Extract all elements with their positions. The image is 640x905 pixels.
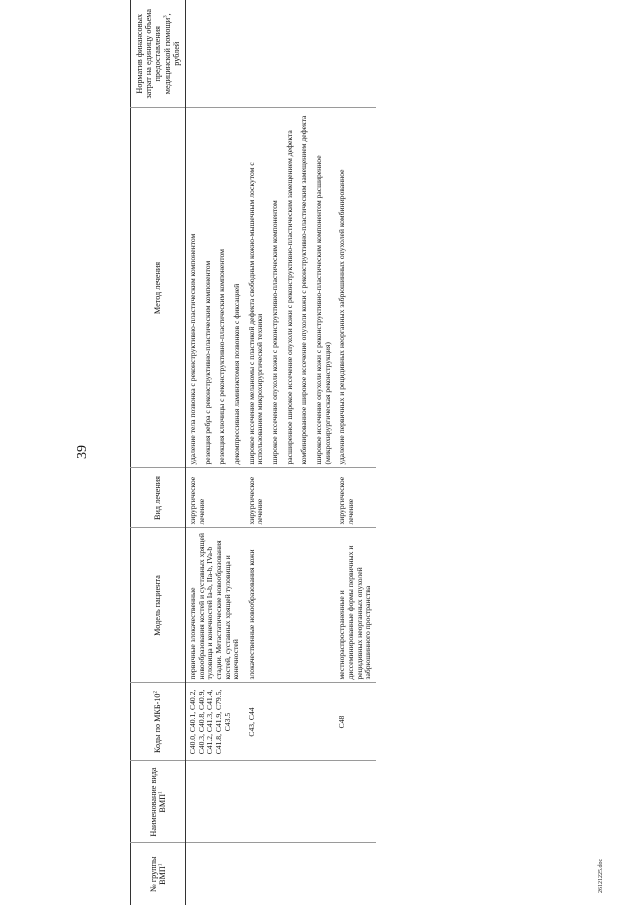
header-vmp-name: Наименование вида ВМП$^1$ [131, 761, 186, 843]
document-id: 26121225.doc [598, 858, 604, 893]
cell-treatment-type: хирургическое лечение [186, 468, 245, 528]
method-item: расширенное широкое иссечение опухоли кожи с реконструктивно-пластическим замещением дефекта [284, 130, 294, 465]
header-group-number: № группы ВМП$^1$ [131, 843, 186, 905]
table-row [335, 0, 376, 905]
table-row [245, 0, 336, 905]
cell-treatment-methods [186, 108, 245, 468]
cell-icd-codes: C40.0, C40.1, C40.2, C40.3, C40.8, C40.9, C41.2, C41.3, C41.4, C41.8, C41.9, C79.5, C43.5 [186, 683, 245, 761]
method-item: широкое иссечение опухоли кожи с реконструктивно-пластическим компонентом [269, 200, 279, 465]
method-item: удаление первичных и рецидивных неорганных забрюшинных опухолей комбинированное [337, 169, 347, 465]
cell-treatment-type: хирургическое лечение [335, 468, 376, 528]
cell-cost-norm [186, 0, 245, 108]
vmp-table [130, 0, 376, 905]
method-item: удаление тела позвонка с реконструктивно-пластическим компонентом [188, 233, 197, 465]
header-icd-codes: Коды по МКБ-$10^2$ [131, 683, 186, 761]
cell-vmp-name [335, 761, 376, 843]
method-item: резекция ключицы с реконструктивно-пластическим компонентом [217, 249, 227, 465]
header-treatment-method: Метод лечения [131, 108, 186, 468]
cell-icd-codes: C48 [335, 683, 376, 761]
table-row [186, 0, 245, 905]
method-item: широкое иссечение опухоли кожи с реконструктивно-пластическим компонентом расширенное (микрохирургическая реконструкция) [313, 155, 332, 465]
cell-patient-model: первичные злокачественные новообразования костей и суставных хрящей туловища и конечностей Ia-b, IIa-b, IVa-b стадии. Метастатические новообразования костей, суставных хрящей туловища и конечностей [186, 528, 245, 683]
method-item: декомпрессивная ламинэктомия позвонков с фиксацией [231, 283, 241, 465]
page-number: 39 [75, 445, 90, 459]
cell-patient-model: злокачественные новообразования кожи [245, 528, 336, 683]
cell-treatment-type: хирургическое лечение [245, 468, 336, 528]
cell-icd-codes: C43, C44 [245, 683, 336, 761]
cell-treatment-methods [245, 108, 336, 468]
cell-group [335, 843, 376, 905]
header-treatment-type: Вид лечения [131, 468, 186, 528]
method-item: комбинированное широкое иссечение опухоли кожи с реконструктивно-пластическим замещением дефекта [299, 115, 309, 465]
method-item: широкое иссечение меланомы с пластикой дефекта свободным кожно-мышечным лоскутом с использованием микрохирургической техники [246, 162, 265, 465]
cell-treatment-methods [335, 108, 376, 468]
header-cost-norm: Норматив финансовых затрат на единицу объема предоставления медицинской помощи$^3$, рублей [131, 0, 186, 108]
cell-cost-norm [245, 0, 336, 108]
cell-patient-model: местнораспространенные и диссеминированные формы первичных и рецидивных неорганных опухолей забрюшинного пространства [335, 528, 376, 683]
method-item: резекция ребра с реконструктивно-пластическим компонентом [202, 260, 212, 465]
table-header-row [131, 0, 186, 905]
header-patient-model: Модель пациента [131, 528, 186, 683]
cell-group [186, 843, 245, 905]
cell-vmp-name [245, 761, 336, 843]
cell-cost-norm [335, 0, 376, 108]
cell-group [245, 843, 336, 905]
cell-vmp-name [186, 761, 245, 843]
